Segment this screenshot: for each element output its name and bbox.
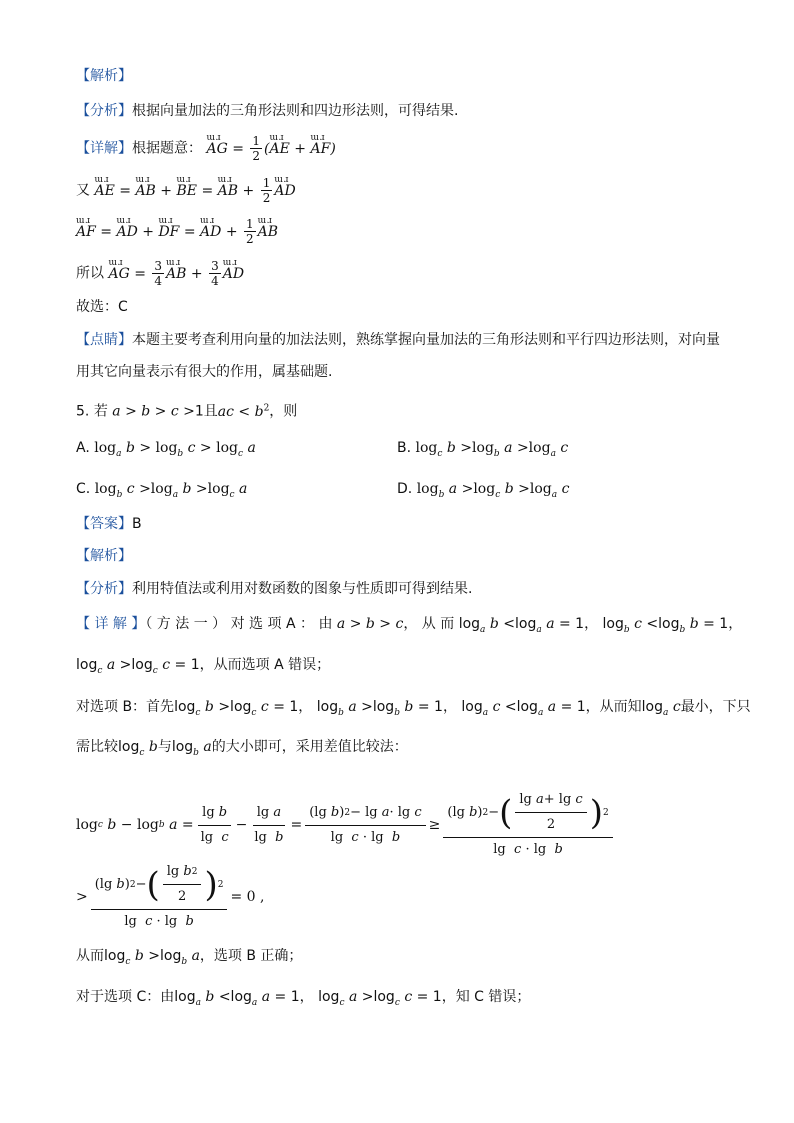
answer-choice: 故选：C (76, 299, 128, 315)
comment-line-1: 【点睛】本题主要考查利用向量的加法法则，熟练掌握向量加法的三角形法则和平行四边形法则，对向量 (76, 332, 720, 348)
equation-greater: > (lg b ) 2 − ( lg b 2 2 ) 2 lg c · lg b = 0 , (76, 864, 265, 929)
detail2-line-4: 需比较$\log_c b$与$\log_b a$的大小即可，采用差值比较法： (76, 739, 408, 758)
answer: 【答案】B (76, 516, 142, 532)
option-a: A. $\log_a b > \log_b c > \log_c a$ (76, 440, 256, 459)
detail2-line-3: 对选项 B：首先$\log_c b >\log_c$ c = 1， $\log_b a >\log_b$ b = 1， $\log_a c <\log_a$ a = 1，从而知$\log_a c$最小，下只 (76, 699, 751, 718)
analysis-heading: 【解析】 (76, 68, 132, 84)
option-b: B. $\log_c b >\log_b$ $a >\log_a$ c (397, 440, 569, 459)
detail2-line-2: $\log_c a >\log_c$ c = 1，从而选项 A 错误； (76, 657, 331, 676)
option-d: D. $\log_b a >\log_c$ $b >\log_a$ c (397, 481, 570, 500)
question-5: 5. 若 a > b > c >1且ac < $b^2$，则 (76, 403, 298, 420)
analysis2-heading: 【解析】 (76, 548, 132, 564)
detail-line-3: ɯɹ AF = ɯɹ AD + ɯɹ DF = ɯɹ AD + $\frac{1}{2}$ ɯɹ AB (76, 217, 278, 246)
option-c: C. $\log_b c >\log_a$ $b >\log_c$ a (76, 481, 248, 500)
equation-difference: log c b − log b a = lg b lg c − lg a lg b = (lg b ) 2 − lg a · lg c lg c · lg b ≥ (lg b ) 2 − ( lg a + lg c 2 ) 2 lg c · lg b (76, 790, 616, 860)
result-b: 从而$\log_c b >\log_b$ a，选项 B 正确； (76, 948, 303, 967)
analysis2-fenxi: 【分析】利用特值法或利用对数函数的图象与性质即可得到结果. (76, 581, 473, 597)
option-c-analysis: 对于选项 C：由$\log_a b <\log_a$ a = 1， $\log_c a >\log_c$ c = 1，知 C 错误； (76, 989, 531, 1008)
detail-line-2: 又 ɯɹ AE = ɯɹ AB + ɯɹ BE = ɯɹ AB + $\frac{1}{2}$ ɯɹ AD (76, 176, 296, 205)
comment-line-2: 用其它向量表示有很大的作用，属基础题. (76, 364, 333, 380)
detail2-line-1: 【 详 解 】（ 方 法 一 ） 对 选 项 A ： 由 a > b > c， 从 而 $\log_a b <\log_a$ a = 1， $\log_b c <\log_b$ b = 1， (76, 616, 743, 635)
analysis-fenxi: 【分析】根据向量加法的三角形法则和四边形法则，可得结果. (76, 103, 459, 119)
detail-line-4: 所以 ɯɹ AG = $\frac{3}{4}$ ɯɹ AB + $\frac{3}{4}$ ɯɹ AD (76, 259, 244, 288)
detail-line-1: 【详解】根据题意： ɯɹ AG = $\frac{1}{2}$ (ɯɹ AE + ɯɹ AF) (76, 134, 336, 163)
